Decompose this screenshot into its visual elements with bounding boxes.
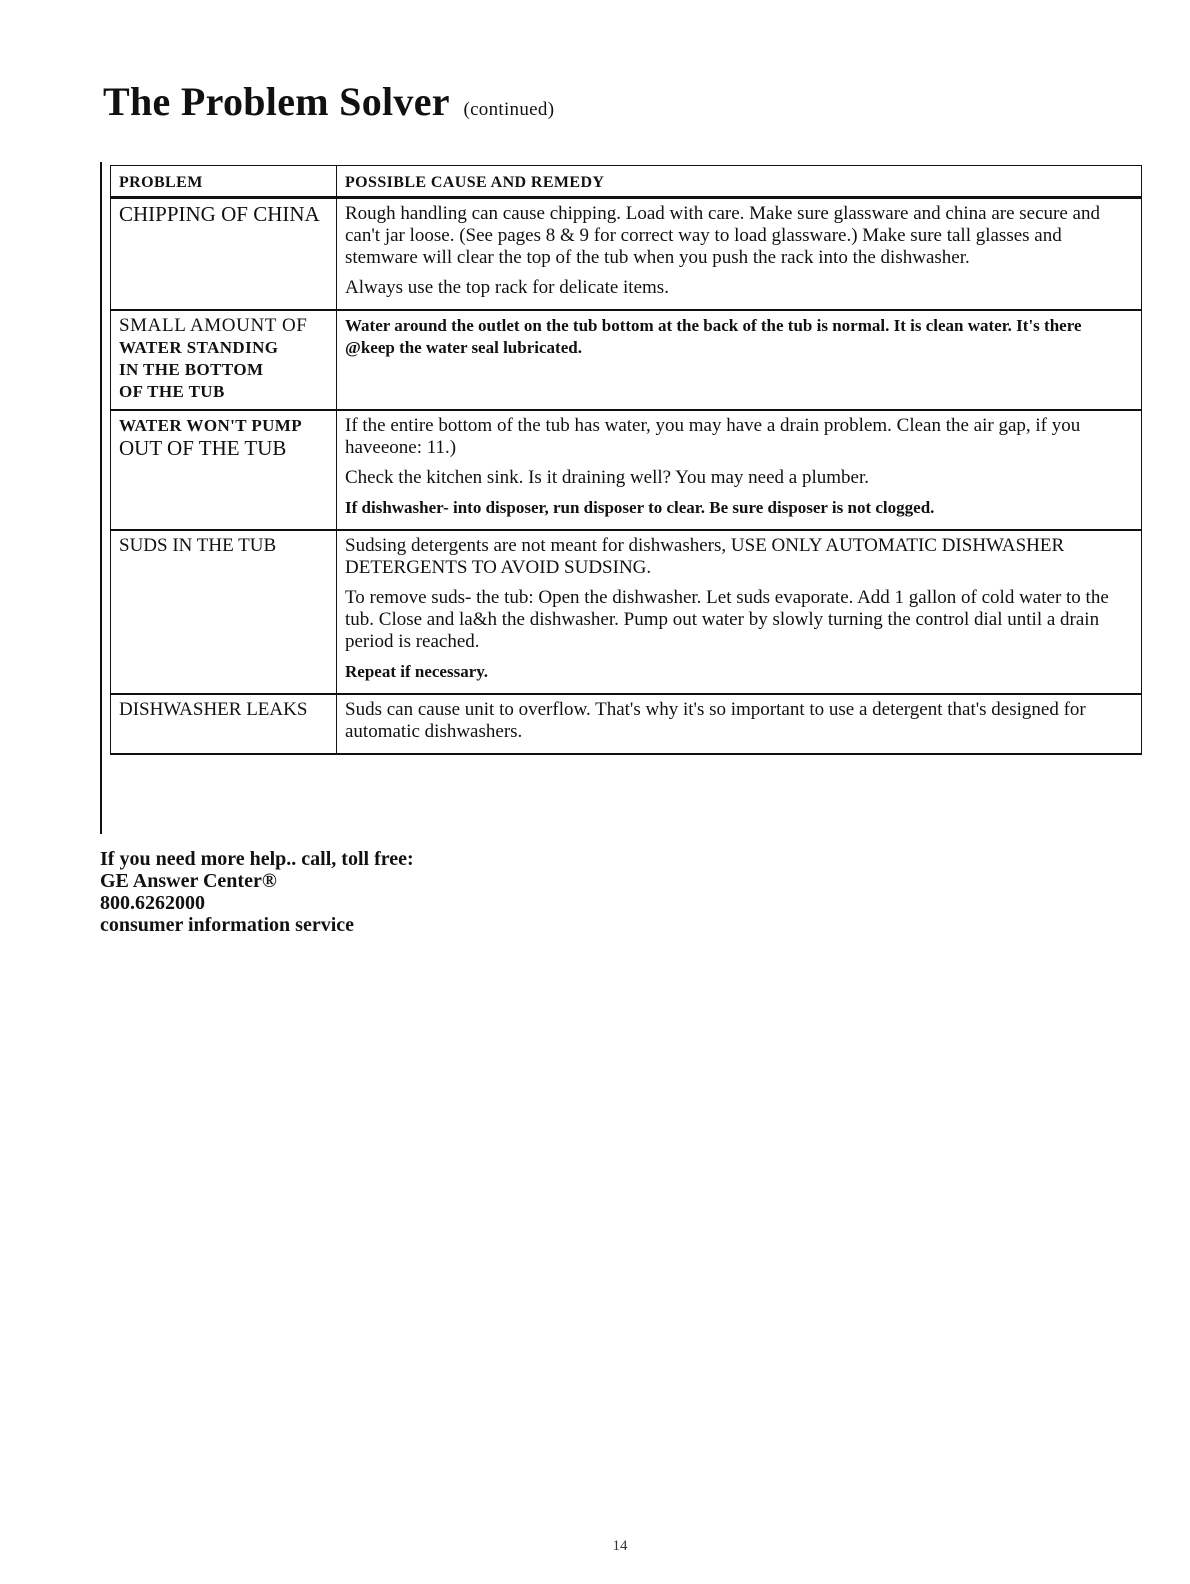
- problem-column-header: PROBLEM: [111, 166, 337, 198]
- problem-label: WATER WON'T PUMP: [119, 416, 303, 435]
- problem-solver-table: [110, 165, 1142, 755]
- answer-center-name: GE Answer Center®: [100, 870, 277, 892]
- problem-label: SUDS IN THE TUB: [119, 535, 277, 556]
- problem-label: IN THE BOTTOM: [119, 360, 264, 379]
- table-header-row: [111, 166, 1142, 198]
- remedy-text: If dishwasher- into disposer, run disposer to clear. Be sure disposer is not clogged.: [345, 498, 935, 517]
- problem-label: WATER STANDING: [119, 338, 279, 357]
- problem-label: OF THE TUB: [119, 382, 225, 401]
- page-number: 14: [612, 1538, 628, 1554]
- table-row: [111, 410, 1142, 530]
- remedy-cell: [337, 410, 1142, 530]
- help-contact-block: [100, 848, 414, 936]
- remedy-text: Always use the top rack for delicate items.: [345, 277, 669, 298]
- problem-cell: [111, 530, 337, 694]
- problem-cell: [111, 198, 337, 311]
- remedy-text: Repeat if necessary.: [345, 662, 489, 681]
- problem-cell: [111, 310, 337, 410]
- table-row: [111, 310, 1142, 410]
- remedy-cell: [337, 198, 1142, 311]
- remedy-text: Sudsing detergents are not meant for dishwashers, USE ONLY AUTOMATIC DISHWASHER DETERGENTS TO AVOID SUDSING.: [345, 535, 1065, 578]
- remedy-text: To remove suds- the tub: Open the dishwasher. Let suds evaporate. Add 1 gallon of cold water to the tub. Close and la&h the dishwasher. Pump out water by slowly turning the control dial until a drain period is reached.: [345, 587, 1109, 652]
- phone-number: 800.6262000: [100, 892, 205, 914]
- remedy-text: Check the kitchen sink. Is it draining well? You may need a plumber.: [345, 467, 869, 488]
- page-title: The Problem Solver (continued): [103, 79, 555, 124]
- remedy-cell: [337, 694, 1142, 754]
- problem-label: OUT OF THE TUB: [119, 436, 287, 460]
- table-row: [111, 694, 1142, 754]
- problem-cell: [111, 410, 337, 530]
- left-rule: [100, 162, 102, 834]
- problem-label: SMALL AMOUNT OF: [119, 315, 308, 336]
- remedy-text: If the entire bottom of the tub has water, you may have a drain problem. Clean the air gap, if you haveeone: 11.): [345, 415, 1081, 458]
- table-row: [111, 198, 1142, 311]
- problem-label: DISHWASHER LEAKS: [119, 699, 308, 720]
- remedy-text: Rough handling can cause chipping. Load with care. Make sure glassware and china are secure and can't jar loose. (See pages 8 & 9 for correct way to load glassware.) Make sure tall glasses and stemware will clear the top of the tub when you push the rack into the dishwasher.: [345, 203, 1100, 268]
- remedy-text: Suds can cause unit to overflow. That's why it's so important to use a detergent that's designed for automatic dishwashers.: [345, 699, 1086, 742]
- service-label: consumer information service: [100, 914, 355, 936]
- problem-cell: [111, 694, 337, 754]
- continued-label: (continued): [463, 99, 555, 120]
- table-row: [111, 530, 1142, 694]
- remedy-cell: [337, 530, 1142, 694]
- remedy-column-header: POSSIBLE CAUSE AND REMEDY: [337, 166, 1142, 198]
- problem-label: CHIPPING OF CHINA: [119, 202, 320, 226]
- help-line: If you need more help.. call, toll free:: [100, 848, 414, 870]
- remedy-cell: [337, 310, 1142, 410]
- remedy-text: Water around the outlet on the tub bottom at the back of the tub is normal. It is clean water. It's there @keep the water seal lubricated.: [345, 316, 1082, 357]
